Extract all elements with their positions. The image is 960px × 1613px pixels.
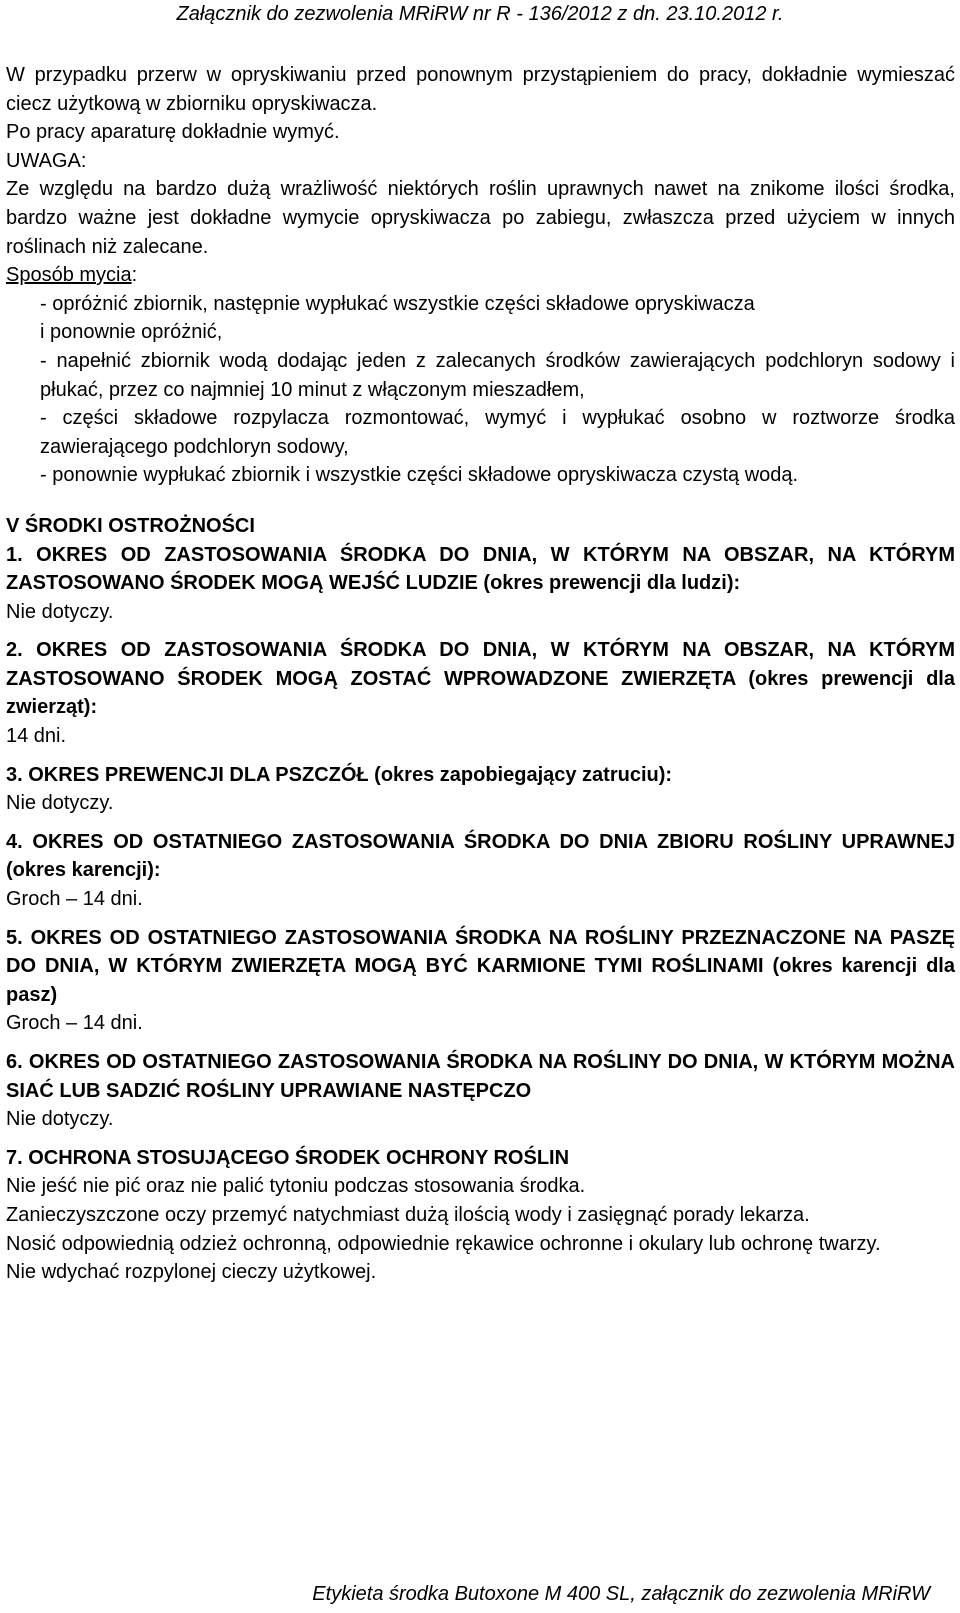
washing-step-1-cont: i ponownie opróżnić, — [40, 321, 223, 344]
precaution-item-4 — [6, 828, 955, 914]
protection-line-4: Nie wdychać rozpylonej cieczy użytkowej. — [6, 1261, 377, 1284]
precaution-item-6 — [6, 1048, 955, 1134]
uwaga-text: Ze względu na bardzo dużą wrażliwość niektórych roślin uprawnych nawet na znikome ilości środka, bardzo ważne jest dokładne wymycie opryskiwacza po zabiegu, zwłaszcza przed użyciem w innych roślinach niż zalecane. — [6, 178, 955, 258]
precaution-value: Nie dotyczy. — [6, 792, 114, 815]
washing-title: Sposób mycia — [6, 264, 132, 287]
uwaga-title: UWAGA: — [6, 149, 87, 172]
precaution-item-3 — [6, 761, 955, 818]
spacer — [6, 490, 955, 512]
intro-paragraph-2: Po pracy aparaturę dokładnie wymyć. — [6, 121, 340, 144]
precaution-heading: 4. OKRES OD OSTATNIEGO ZASTOSOWANIA ŚRODKA DO DNIA ZBIORU ROŚLINY UPRAWNEJ (okres karencji): — [6, 830, 955, 882]
precaution-item-5 — [6, 924, 955, 1038]
precaution-value: 14 dni. — [6, 725, 67, 748]
protection-section — [6, 1144, 955, 1287]
precaution-value: Nie dotyczy. — [6, 1108, 114, 1131]
section-v-title: V ŚRODKI OSTROŻNOŚCI — [6, 514, 255, 537]
protection-line-1: Nie jeść nie pić oraz nie palić tytoniu podczas stosowania środka. — [6, 1175, 586, 1198]
document-body — [6, 61, 955, 1287]
precaution-value: Nie dotyczy. — [6, 600, 114, 623]
precaution-item-1 — [6, 541, 955, 627]
washing-step-2: - napełnić zbiornik wodą dodając jeden z zalecanych środków zawierających podchloryn sodowy i płukać, przez co najmniej 10 minut z włączonym mieszadłem, — [40, 349, 955, 401]
precaution-heading: 3. OKRES PREWENCJI DLA PSZCZÓŁ (okres zapobiegający zatruciu): — [6, 763, 673, 786]
washing-heading: Sposób mycia: — [6, 264, 138, 287]
precaution-heading: 5. OKRES OD OSTATNIEGO ZASTOSOWANIA ŚRODKA NA ROŚLINY PRZEZNACZONE NA PASZĘ DO DNIA, W KTÓRYM ZWIERZĘTA MOGĄ BYĆ KARMIONE TYMI ROŚLINAMI (okres karencji dla pasz) — [6, 926, 955, 1006]
precaution-heading: 2. OKRES OD ZASTOSOWANIA ŚRODKA DO DNIA, W KTÓRYM NA OBSZAR, NA KTÓRYM ZASTOSOWANO ŚRODEK MOGĄ ZOSTAĆ WPROWADZONE ZWIERZĘTA (okres prewencji dla zwierząt): — [6, 639, 955, 719]
protection-heading: 7. OCHRONA STOSUJĄCEGO ŚRODEK OCHRONY ROŚLIN — [6, 1146, 570, 1169]
washing-step-4: - ponownie wypłukać zbiornik i wszystkie części składowe opryskiwacza czystą wodą. — [40, 464, 799, 487]
washing-step-3: - części składowe rozpylacza rozmontować, wymyć i wypłukać osobno w roztworze środka zawierającego podchloryn sodowy, — [40, 407, 955, 458]
protection-line-2: Zanieczyszczone oczy przemyć natychmiast dużą ilością wody i zasięgnąć porady lekarza. — [6, 1203, 810, 1226]
protection-line-3: Nosić odpowiednią odzież ochronną, odpowiednie rękawice ochronne i okulary lub ochronę twarzy. — [6, 1232, 881, 1255]
precaution-item-2 — [6, 636, 955, 750]
precaution-value: Groch – 14 dni. — [6, 1012, 143, 1035]
precaution-value: Groch – 14 dni. — [6, 888, 143, 911]
washing-step-1: - opróżnić zbiornik, następnie wypłukać wszystkie części składowe opryskiwacza — [40, 292, 755, 315]
precaution-heading: 6. OKRES OD OSTATNIEGO ZASTOSOWANIA ŚRODKA NA ROŚLINY DO DNIA, W KTÓRYM MOŻNA SIAĆ LUB SADZIĆ ROŚLINY UPRAWIANE NASTĘPCZO — [6, 1051, 955, 1102]
precaution-heading: 1. OKRES OD ZASTOSOWANIA ŚRODKA DO DNIA, W KTÓRYM NA OBSZAR, NA KTÓRYM ZASTOSOWANO ŚRODEK MOGĄ WEJŚĆ LUDZIE (okres prewencji dla ludzi): — [6, 543, 955, 595]
page-footer: Etykieta środka Butoxone M 400 SL, załącznik do zezwolenia MRiRW — [312, 1583, 930, 1605]
intro-paragraph-1: W przypadku przerw w opryskiwaniu przed ponownym przystąpieniem do pracy, dokładnie wymieszać ciecz użytkową w zbiorniku opryskiwacza. — [6, 64, 955, 115]
page-header: Załącznik do zezwolenia MRiRW nr R - 136/2012 z dn. 23.10.2012 r. — [176, 3, 784, 25]
